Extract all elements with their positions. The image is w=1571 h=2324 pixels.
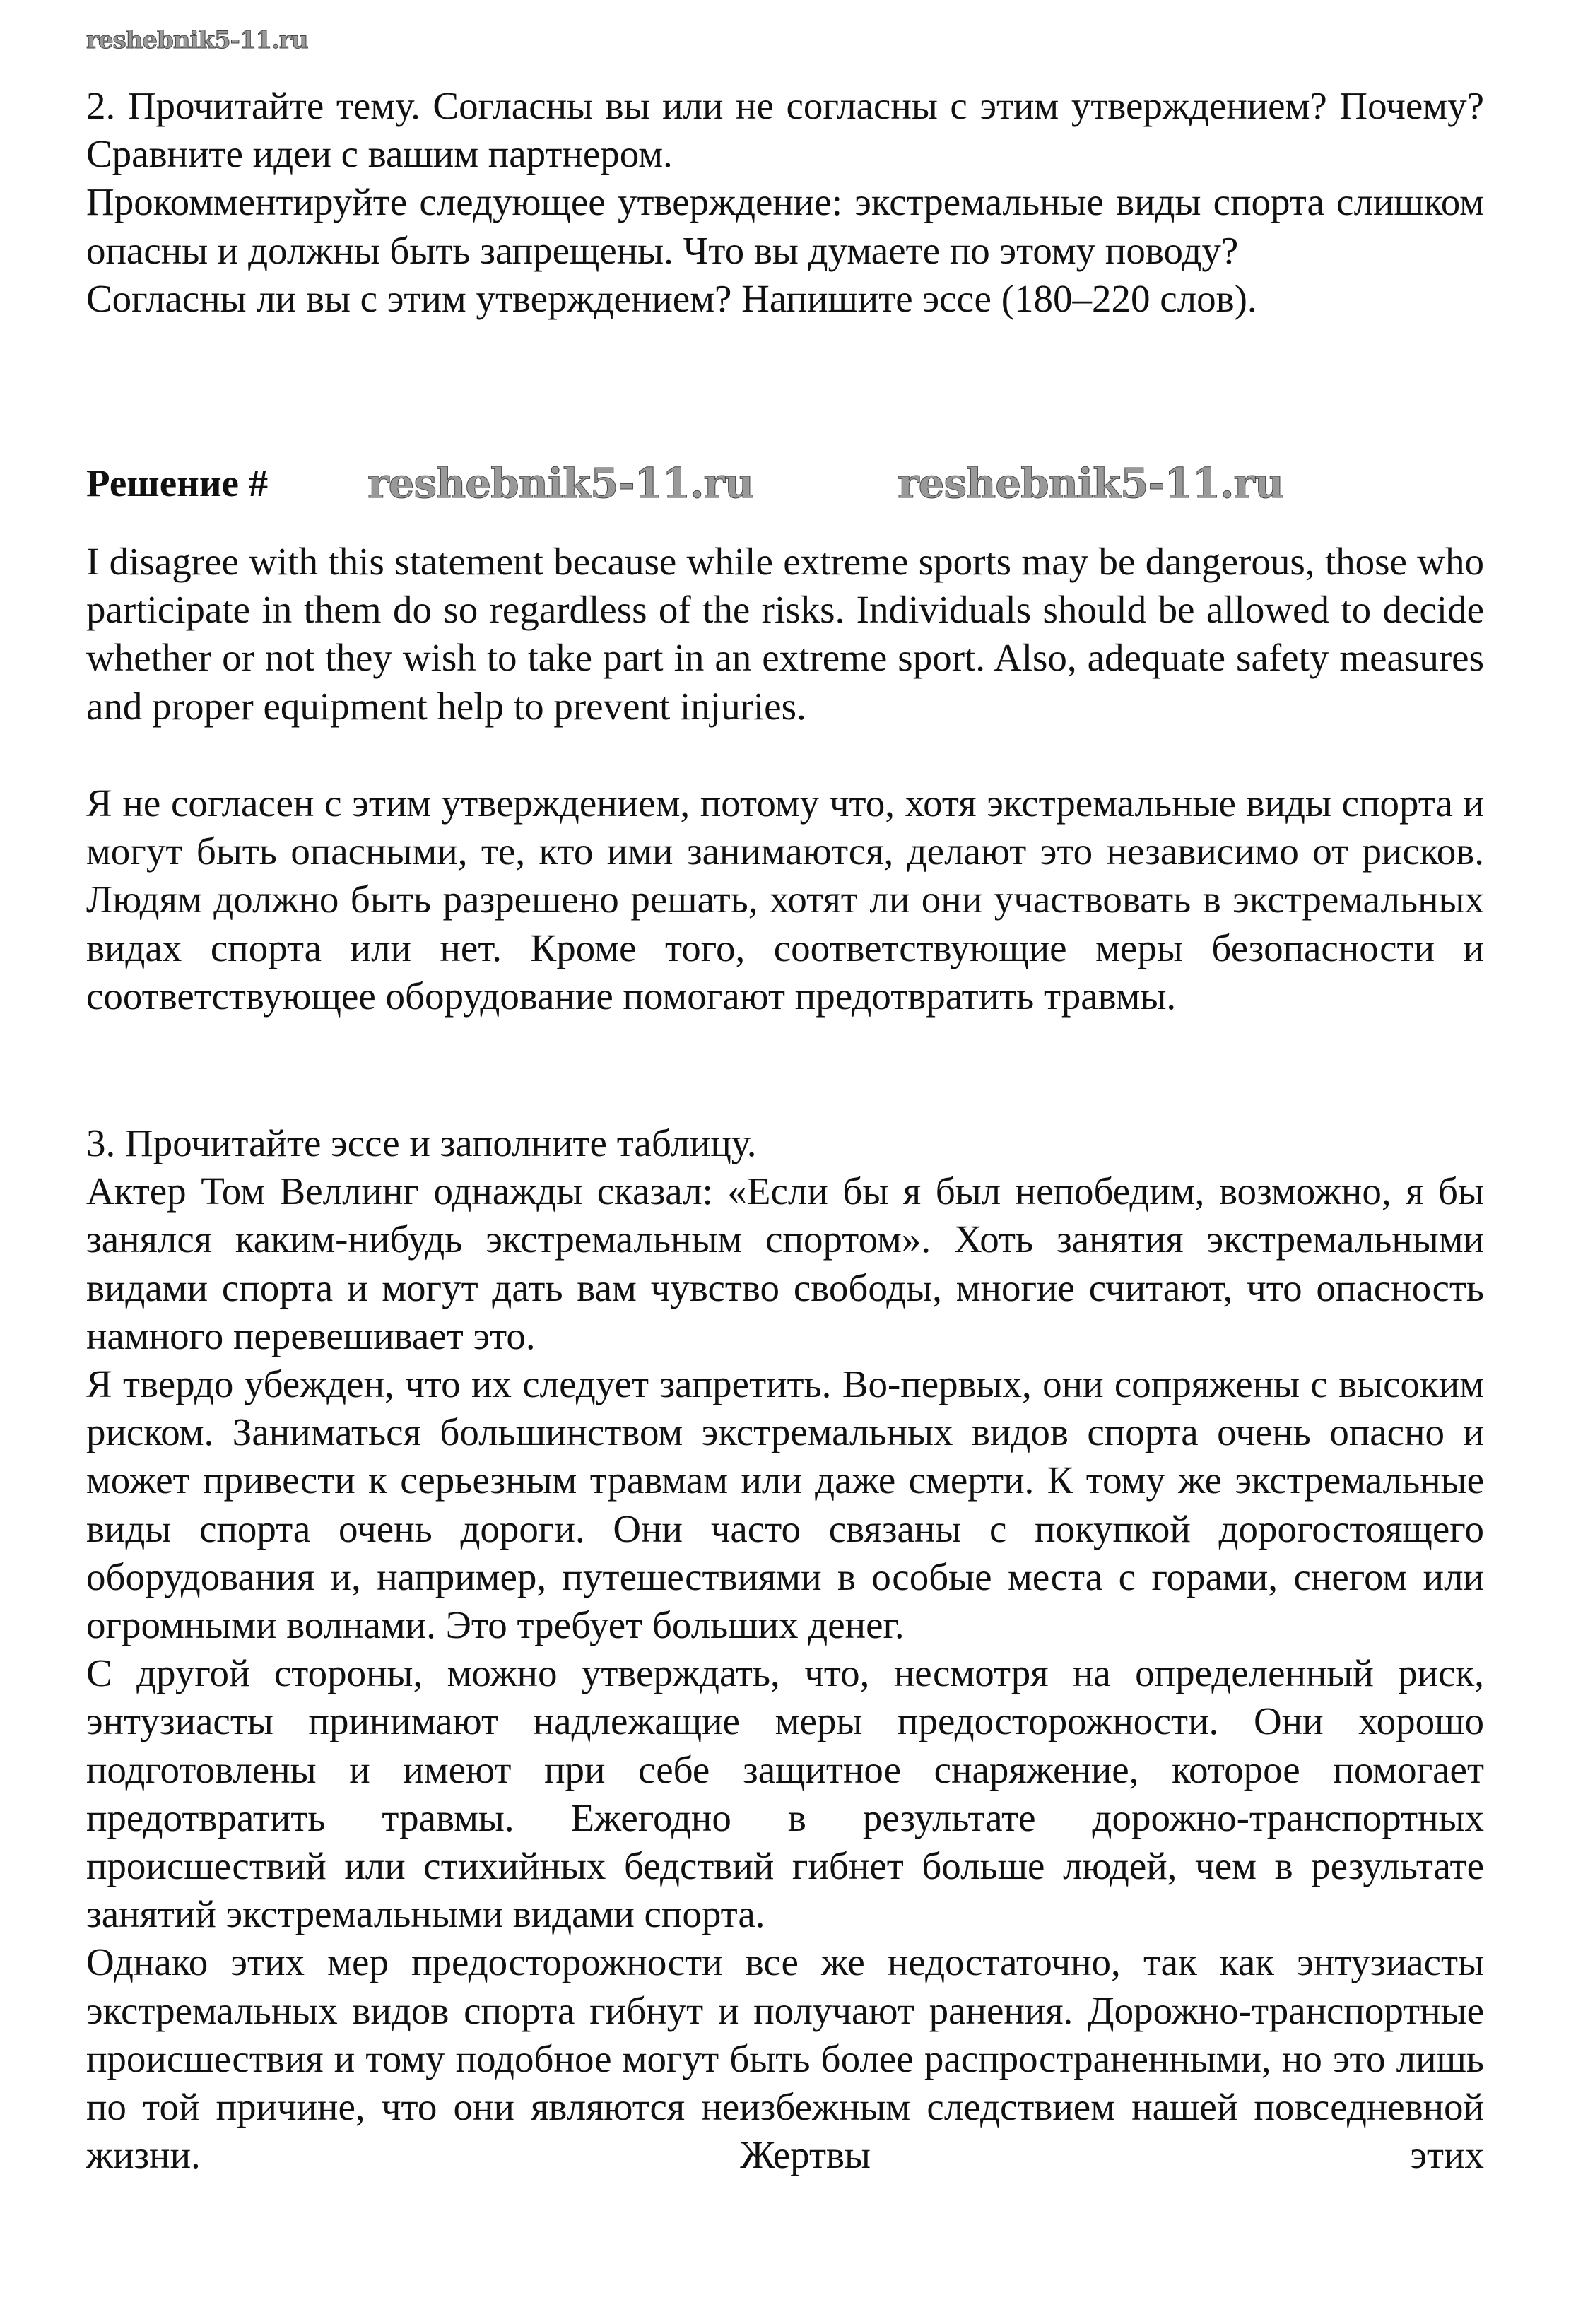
english-paragraph: I disagree with this statement because while extreme sports may be dangerous, those who participate in them do so regardless of the risks. Individuals should be allowed to decide whether or not they wish to take part in an extreme sport. Also, adequate safety measures and proper equipment help to prevent injuries. (86, 540, 1484, 728)
task-2-prompt (86, 82, 1484, 323)
solution-english (86, 538, 1484, 731)
essay-paragraph: С другой стороны, можно утверждать, что, несмотря на определенный риск, энтузиасты принимают надлежащие меры предосторожности. Они хорошо подготовлены и имеют при себе защитное снаряжение, которое помогает предотвратить травмы. Ежегодно в результате дорожно-транспортных происшествий или стихийных бедствий гибнет больше людей, чем в результате занятий экстремальными видами спорта. (86, 1651, 1484, 1936)
solution-russian (86, 779, 1484, 1020)
essay-paragraph: Я твердо убежден, что их следует запретить. Во-первых, они сопряжены с высоким риском. Заниматься большинством экстремальных видов спорта очень опасно и может привести к серьезным травмам или даже смерти. К тому же экстремальные виды спорта очень дороги. Они часто связаны с покупкой дорогостоящего оборудования и, например, путешествиями в особые места с горами, снегом или огромными волнами. Это требует больших денег. (86, 1362, 1484, 1647)
watermark: reshebnik5-11.ru (367, 459, 754, 507)
essay-paragraph: Актер Том Веллинг однажды сказал: «Если бы я был непобедим, возможно, я бы занялся каким-нибудь экстремальным спортом». Хоть занятия экстремальными видами спорта и могут дать вам чувство свободы, многие считают, что опасность намного перевешивает это. (86, 1169, 1484, 1357)
task-2-line: 2. Прочитайте тему. Согласны вы или не согласны с этим утверждением? Почему? Сравните идеи с вашим партнером. (86, 84, 1484, 176)
essay-paragraph: Однако этих мер предосторожности все же недостаточно, так как энтузиасты экстремальных видов спорта гибнут и получают ранения. Дорожно-транспортные происшествия и тому подобное могут быть более распространенными, но это лишь по той причине, что они являются неизбежным следствием нашей повседневной жизни. Жертвы этих (86, 1940, 1484, 2177)
task-2-line: Согласны ли вы с этим утверждением? Напишите эссе (180–220 слов). (86, 276, 1257, 320)
task-2-line: Прокомментируйте следующее утверждение: экстремальные виды спорта слишком опасны и должны быть запрещены. Что вы думаете по этому поводу? (86, 180, 1484, 272)
watermark: reshebnik5-11.ru (86, 26, 308, 54)
watermark: reshebnik5-11.ru (898, 459, 1284, 507)
task-3-title: 3. Прочитайте эссе и заполните таблицу. (86, 1121, 757, 1164)
task-3-section (86, 1119, 1484, 2179)
solution-heading: Решение # (86, 461, 269, 505)
russian-paragraph: Я не согласен с этим утверждением, потому что, хотя экстремальные виды спорта и могут быть опасными, те, кто ими занимаются, делают это независимо от рисков. Людям должно быть разрешено решать, хотят ли они участвовать в экстремальных видах спорта или нет. Кроме того, соответствующие меры безопасности и соответствующее оборудование помогают предотвратить травмы. (86, 781, 1484, 1018)
